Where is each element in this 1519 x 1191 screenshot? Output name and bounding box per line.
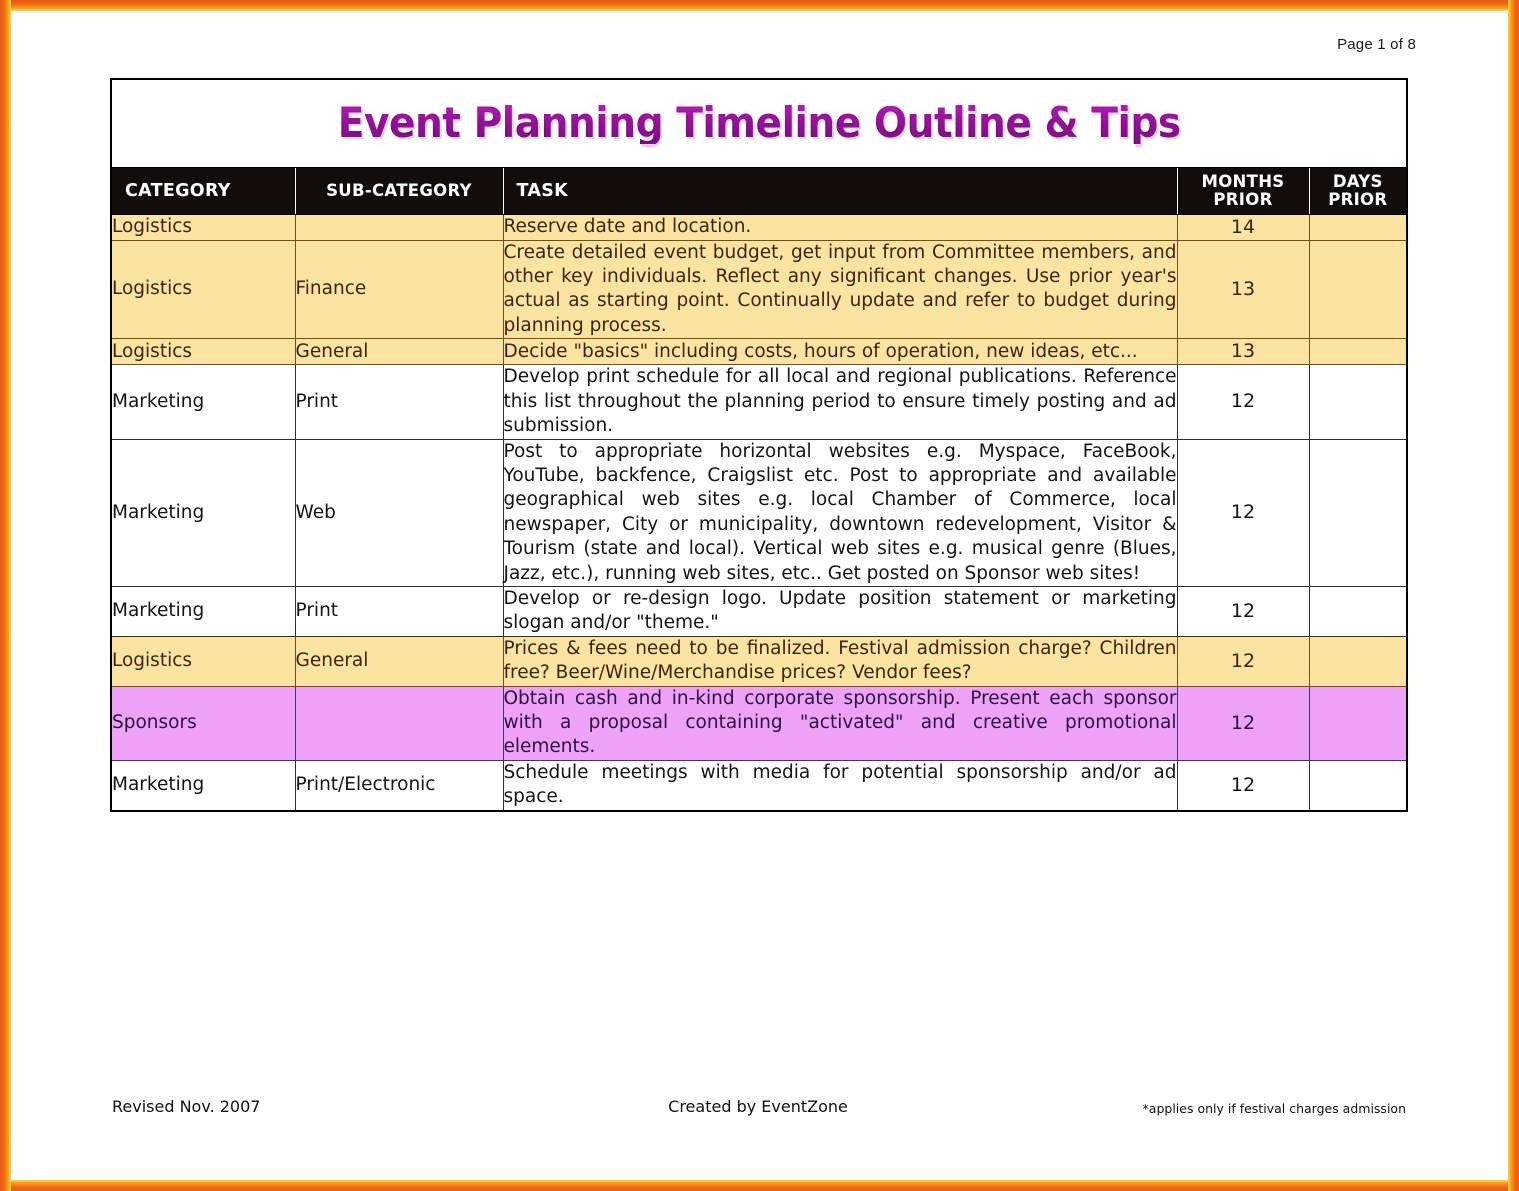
cell-task: Schedule meetings with media for potential sponsorship and/or ad space. xyxy=(503,760,1177,810)
cell-subcategory: General xyxy=(295,636,503,686)
timeline-table-container xyxy=(110,78,1406,812)
event-timeline-table xyxy=(110,78,1408,812)
cell-months-prior: 12 xyxy=(1177,636,1309,686)
months-prior-line2: PRIOR xyxy=(1213,189,1273,209)
cell-task: Reserve date and location. xyxy=(503,214,1177,240)
cell-category: Marketing xyxy=(111,760,295,810)
cell-days-prior xyxy=(1309,760,1407,810)
table-row xyxy=(111,586,1407,636)
cell-months-prior: 13 xyxy=(1177,240,1309,339)
cell-months-prior: 13 xyxy=(1177,339,1309,365)
cell-category: Marketing xyxy=(111,365,295,439)
page-indicator: Page 1 of 8 xyxy=(1337,36,1416,53)
cell-category: Sponsors xyxy=(111,686,295,760)
title-cell xyxy=(111,79,1407,167)
cell-task: Post to appropriate horizontal websites e.g. Myspace, FaceBook, YouTube, backfence, Craigslist etc. Post to appropriate and available geographical web sites e.g. local Chamber of Commerce, local newspaper, City or municipality, downtown redevelopment, Visitor & Tourism (state and local). Vertical web sites e.g. musical genre (Blues, Jazz, etc.), running web sites, etc.. Get posted on Sponsor web sites! xyxy=(503,439,1177,586)
page-border-right xyxy=(1508,0,1519,1191)
cell-subcategory: Finance xyxy=(295,240,503,339)
cell-months-prior: 12 xyxy=(1177,586,1309,636)
cell-days-prior xyxy=(1309,686,1407,760)
table-row xyxy=(111,339,1407,365)
column-header-task: TASK xyxy=(503,167,1177,214)
page-border-left xyxy=(0,0,11,1191)
cell-category: Logistics xyxy=(111,339,295,365)
cell-subcategory xyxy=(295,686,503,760)
cell-task: Develop or re-design logo. Update position statement or marketing slogan and/or "theme." xyxy=(503,586,1177,636)
cell-subcategory: Print xyxy=(295,365,503,439)
table-row xyxy=(111,686,1407,760)
table-row xyxy=(111,214,1407,240)
cell-months-prior: 12 xyxy=(1177,686,1309,760)
cell-months-prior: 12 xyxy=(1177,439,1309,586)
days-prior-line1: DAYS xyxy=(1332,171,1383,191)
cell-days-prior xyxy=(1309,586,1407,636)
cell-category: Logistics xyxy=(111,214,295,240)
table-row xyxy=(111,240,1407,339)
cell-task: Decide "basics" including costs, hours of operation, new ideas, etc... xyxy=(503,339,1177,365)
table-row xyxy=(111,365,1407,439)
cell-category: Marketing xyxy=(111,586,295,636)
title-row xyxy=(111,79,1407,167)
cell-task: Obtain cash and in-kind corporate sponsorship. Present each sponsor with a proposal containing "activated" and creative promotional elements. xyxy=(503,686,1177,760)
column-header-row xyxy=(111,167,1407,214)
cell-subcategory xyxy=(295,214,503,240)
footer-credit: Created by EventZone xyxy=(668,1097,848,1116)
cell-category: Logistics xyxy=(111,636,295,686)
column-header-months-prior xyxy=(1177,167,1309,214)
table-row xyxy=(111,439,1407,586)
cell-days-prior xyxy=(1309,339,1407,365)
cell-months-prior: 12 xyxy=(1177,760,1309,810)
page-footer xyxy=(110,1097,1406,1131)
footer-revision-date: Revised Nov. 2007 xyxy=(112,1097,261,1116)
cell-months-prior: 12 xyxy=(1177,365,1309,439)
months-prior-line1: MONTHS xyxy=(1201,171,1285,191)
cell-subcategory: General xyxy=(295,339,503,365)
column-header-days-prior xyxy=(1309,167,1407,214)
timeline-table-body xyxy=(111,214,1407,811)
cell-days-prior xyxy=(1309,240,1407,339)
column-header-subcategory: SUB-CATEGORY xyxy=(295,167,503,214)
page-border-top xyxy=(0,0,1519,11)
table-row xyxy=(111,636,1407,686)
cell-task: Develop print schedule for all local and regional publications. Reference this list throughout the planning period to ensure timely posting and ad submission. xyxy=(503,365,1177,439)
document-sheet xyxy=(11,11,1508,1180)
page-title: Event Planning Timeline Outline & Tips xyxy=(337,98,1181,148)
cell-category: Marketing xyxy=(111,439,295,586)
table-row xyxy=(111,760,1407,810)
cell-task: Prices & fees need to be finalized. Festival admission charge? Children free? Beer/Wine/Merchandise prices? Vendor fees? xyxy=(503,636,1177,686)
cell-days-prior xyxy=(1309,365,1407,439)
cell-months-prior: 14 xyxy=(1177,214,1309,240)
cell-subcategory: Web xyxy=(295,439,503,586)
cell-category: Logistics xyxy=(111,240,295,339)
page-border-bottom xyxy=(0,1180,1519,1191)
cell-days-prior xyxy=(1309,214,1407,240)
days-prior-line2: PRIOR xyxy=(1328,189,1388,209)
cell-task: Create detailed event budget, get input from Committee members, and other key individuals. Reflect any significant changes. Use prior year's actual as starting point. Continually update and refer to budget during planning process. xyxy=(503,240,1177,339)
column-header-category: CATEGORY xyxy=(111,167,295,214)
cell-days-prior xyxy=(1309,439,1407,586)
cell-subcategory: Print xyxy=(295,586,503,636)
footer-note: *applies only if festival charges admission xyxy=(1142,1101,1406,1116)
cell-days-prior xyxy=(1309,636,1407,686)
cell-subcategory: Print/Electronic xyxy=(295,760,503,810)
